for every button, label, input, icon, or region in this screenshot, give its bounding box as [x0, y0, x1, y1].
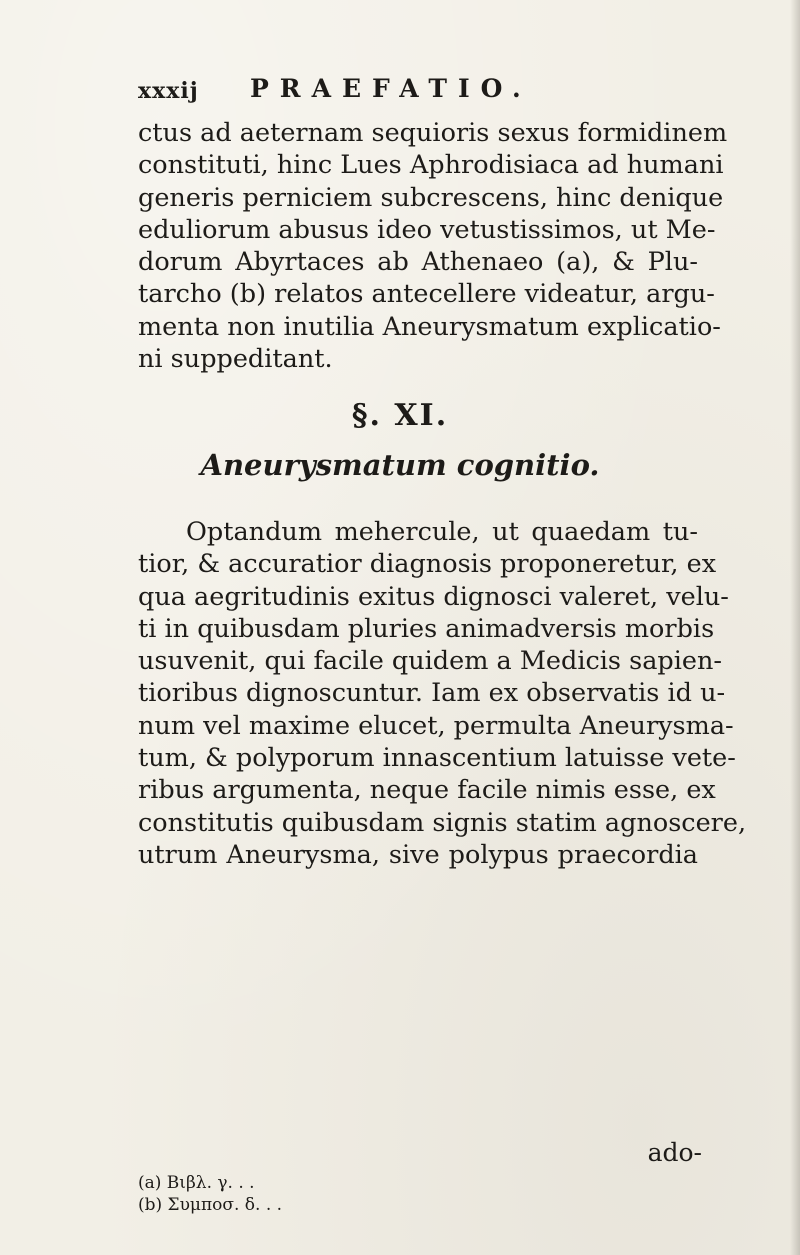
text-line: ni suppeditant.: [138, 344, 333, 375]
section-title: Aneurysmatum cognitio.: [200, 448, 600, 482]
text-line: qua aegritudinis exitus dignosci valeret, velu-: [138, 581, 729, 612]
text-line: tum, & polyporum innascentium latuisse vete-: [138, 743, 736, 774]
text-line: constitutis quibusdam signis statim agnoscere,: [138, 807, 747, 838]
footnote-a: (a) Βιβλ. γ. . .: [138, 1173, 255, 1193]
text-line: eduliorum abusus ideo vetustissimos, ut Me-: [138, 214, 716, 245]
running-head: [138, 70, 698, 110]
footnotes: [138, 1172, 282, 1216]
text-line: menta non inutilia Aneurysmatum explicatio-: [138, 311, 721, 342]
text-line: utrum Aneurysma, sive polypus praecordia: [138, 839, 698, 870]
text-line: usuvenit, qui facile quidem a Medicis sapien-: [138, 646, 723, 677]
page-number: xxxij: [138, 78, 199, 104]
text-line: dorum Abyrtaces ab Athenaeo (a), & Plu-: [138, 247, 698, 278]
text-line: generis perniciem subcrescens, hinc denique: [138, 182, 724, 213]
text-line: constituti, hinc Lues Aphrodisiaca ad humani: [138, 150, 724, 181]
text-line: tioribus dignoscuntur. Iam ex observatis id u-: [138, 678, 726, 709]
paragraph-2: [138, 516, 747, 871]
text-line: Optandum mehercule, ut quaedam tu-: [186, 517, 698, 547]
section-number: §. XI.: [351, 398, 449, 433]
text-line: num vel maxime elucet, permulta Aneurysma-: [138, 710, 734, 741]
text-line: tior, & accuratior diagnosis proponeretur, ex: [138, 549, 717, 580]
text-line: ribus argumenta, neque facile nimis esse, ex: [138, 775, 716, 806]
running-title: PRAEFATIO.: [250, 74, 532, 103]
text-line: tarcho (b) relatos antecellere videatur, argu-: [138, 279, 715, 310]
text-line: ctus ad aeternam sequioris sexus formidinem: [138, 118, 728, 148]
catchword: ado-: [647, 1138, 702, 1167]
page-edge-shadow: [790, 0, 800, 1255]
footnote-b: (b) Συμποσ. δ. . .: [138, 1195, 283, 1215]
paragraph-1: [138, 117, 728, 375]
text-line: ti in quibusdam pluries animadversis morbis: [138, 613, 715, 644]
